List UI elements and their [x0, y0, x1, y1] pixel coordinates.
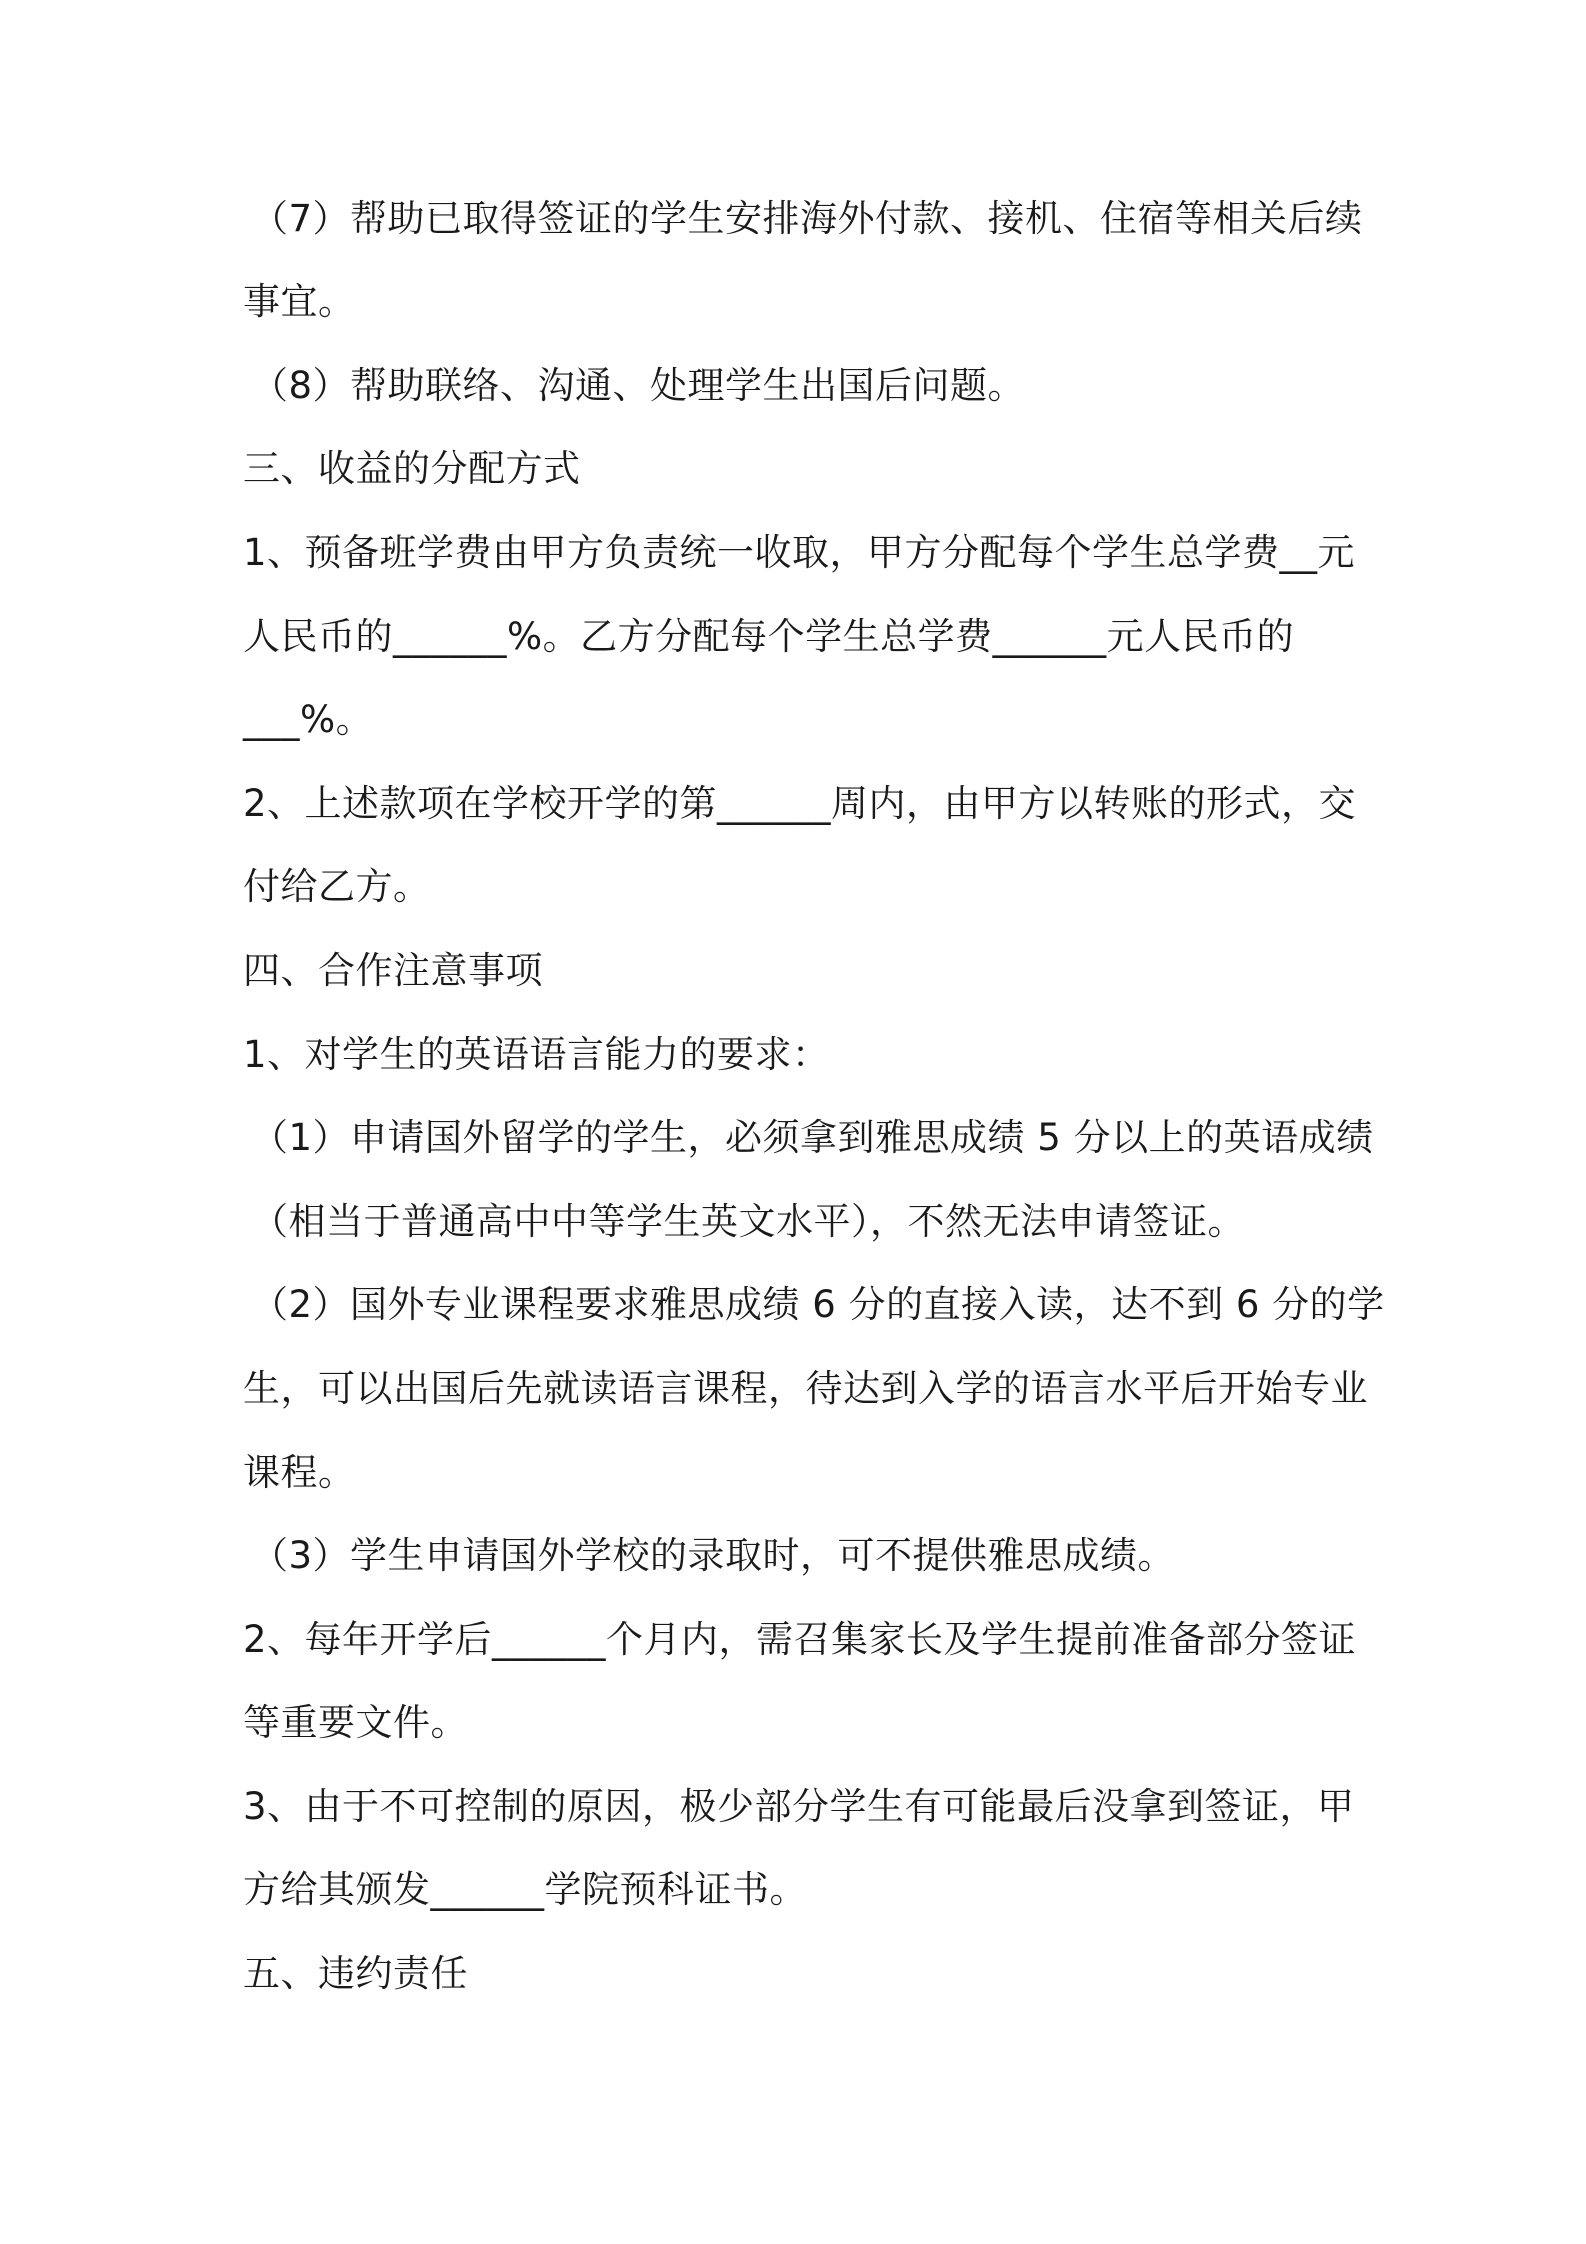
section-heading: 四、合作注意事项	[243, 949, 543, 992]
paragraph-line: 3、由于不可控制的原因，极少部分学生有可能最后没拿到签证，甲	[243, 1785, 1355, 1828]
paragraph-line: ___%。	[243, 698, 374, 741]
paragraph-line: 等重要文件。	[243, 1701, 468, 1744]
paragraph-line: 人民币的______%。乙方分配每个学生总学费______元人民币的	[243, 615, 1295, 658]
paragraph-line: （8）帮助联络、沟通、处理学生出国后问题。	[251, 364, 1026, 407]
section-heading: 三、收益的分配方式	[243, 447, 581, 490]
paragraph-line: （7）帮助已取得签证的学生安排海外付款、接机、住宿等相关后续	[251, 197, 1363, 240]
paragraph-line: 2、上述款项在学校开学的第______周内，由甲方以转账的形式，交	[243, 782, 1357, 825]
paragraph-line: 2、每年开学后______个月内，需召集家长及学生提前准备部分签证	[243, 1618, 1357, 1661]
paragraph-line: 事宜。	[243, 280, 356, 323]
paragraph-line: （2）国外专业课程要求雅思成绩 6 分的直接入读，达不到 6 分的学	[251, 1283, 1385, 1326]
paragraph-line: 付给乙方。	[243, 865, 431, 908]
paragraph-line: （1）申请国外留学的学生，必须拿到雅思成绩 5 分以上的英语成绩	[251, 1116, 1374, 1159]
paragraph-line: 方给其颁发______学院预科证书。	[243, 1868, 807, 1911]
paragraph-line: 1、预备班学费由甲方负责统一收取，甲方分配每个学生总学费__元	[243, 531, 1356, 574]
paragraph-line: 生，可以出国后先就读语言课程，待达到入学的语言水平后开始专业	[243, 1367, 1368, 1410]
section-heading: 五、违约责任	[243, 1952, 468, 1995]
paragraph-line: 课程。	[243, 1451, 356, 1494]
paragraph-line: （相当于普通高中中等学生英文水平），不然无法申请签证。	[251, 1200, 1245, 1243]
paragraph-line: （3）学生申请国外学校的录取时，可不提供雅思成绩。	[251, 1534, 1176, 1577]
paragraph-line: 1、对学生的英语语言能力的要求：	[243, 1033, 830, 1076]
